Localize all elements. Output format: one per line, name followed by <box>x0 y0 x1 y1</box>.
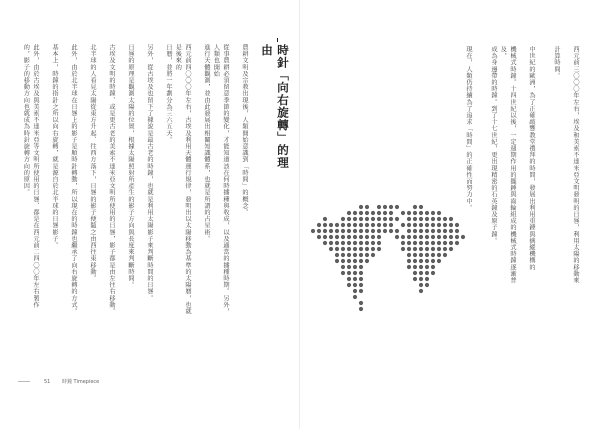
map-dot <box>425 259 429 263</box>
map-dot <box>353 247 357 251</box>
map-dot <box>359 271 363 275</box>
body-column: 日晷的原理是觀測太陽的位置，根據太陽照射所產生的影子方向與長度來判斷時間。 <box>127 44 134 289</box>
map-dot <box>425 265 429 269</box>
map-dot <box>455 229 459 233</box>
map-dot <box>419 283 423 287</box>
map-dot <box>377 223 381 227</box>
map-dot <box>347 259 351 263</box>
map-dot <box>419 229 423 233</box>
map-dot <box>347 253 351 257</box>
map-dot <box>335 247 339 251</box>
map-dot <box>359 283 363 287</box>
map-dot <box>341 241 345 245</box>
map-dot <box>425 283 429 287</box>
map-dot <box>341 271 345 275</box>
map-dot <box>425 211 429 215</box>
map-dot <box>323 217 327 221</box>
map-dot <box>419 241 423 245</box>
map-dot <box>425 253 429 257</box>
map-dot <box>359 217 363 221</box>
map-dot <box>437 259 441 263</box>
body-column: 基本上，時鐘的指針之所以向右旋轉，就是源自於北半球的日晷影子。 <box>51 44 58 249</box>
map-dot <box>419 277 423 281</box>
map-dot <box>353 289 357 293</box>
map-dot <box>437 247 441 251</box>
dotted-world-map-illustration <box>310 204 470 344</box>
heading-rule <box>277 38 278 42</box>
map-dot <box>347 229 351 233</box>
map-dot <box>371 235 375 239</box>
map-dot <box>407 235 411 239</box>
body-column: 農耕文明及宗教出現後，人類開始意識到「時間」的概念。 <box>241 44 248 216</box>
map-dot <box>341 217 345 221</box>
map-dot <box>437 229 441 233</box>
map-dot <box>383 205 387 209</box>
map-dot <box>341 229 345 233</box>
map-dot <box>431 229 435 233</box>
map-dot <box>443 235 447 239</box>
map-dot <box>431 235 435 239</box>
map-dot <box>431 271 435 275</box>
body-column: 北半球的人看見太陽從東方升起、往西方落下，日晷的影子便隨之由西往東移動。 <box>89 44 96 282</box>
map-dot <box>419 223 423 227</box>
map-dot <box>437 217 441 221</box>
map-dot <box>347 247 351 251</box>
map-dot <box>413 229 417 233</box>
map-dot <box>341 247 345 251</box>
map-dot <box>419 271 423 275</box>
map-dot <box>449 223 453 227</box>
map-dot <box>431 259 435 263</box>
body-column: 現在，人類仍持續為了追求「時間」的正確性而努力中。 <box>465 46 472 211</box>
map-dot <box>347 265 351 269</box>
map-dot <box>353 223 357 227</box>
map-dot <box>455 223 459 227</box>
map-dot <box>371 247 375 251</box>
body-column: 計算時間。 <box>553 46 560 79</box>
body-column: 此外，由於北半球在日晷上的影子是順時針轉動，所以現在的時鐘也繼承了向右旋轉的方式。 <box>70 44 77 315</box>
map-dot <box>443 217 447 221</box>
map-dot <box>347 217 351 221</box>
map-dot <box>425 247 429 251</box>
section-heading: 時針「向右旋轉」的理由 <box>260 44 290 169</box>
map-dot <box>353 217 357 221</box>
map-dot <box>377 211 381 215</box>
map-dot <box>371 223 375 227</box>
right-page <box>300 0 600 429</box>
map-dot <box>443 247 447 251</box>
map-dot <box>413 265 417 269</box>
map-dot <box>383 211 387 215</box>
map-dot <box>359 235 363 239</box>
map-dot <box>419 211 423 215</box>
map-dot <box>359 265 363 269</box>
map-dot <box>365 235 369 239</box>
map-dot <box>311 229 315 233</box>
map-dot <box>419 259 423 263</box>
page-number: 51 <box>44 379 51 385</box>
map-dot <box>359 301 363 305</box>
map-dot <box>389 229 393 233</box>
body-column: 此外，由於古埃及與美索不達米亞等文明所使用的日晷、都是在西元前二四〇〇年左右製作的，影子的移動方向也就成為時針旋轉方向的原因。 <box>22 44 39 308</box>
map-dot <box>365 229 369 233</box>
map-dot <box>359 277 363 281</box>
map-dot <box>449 247 453 251</box>
map-dot <box>371 229 375 233</box>
map-dot <box>407 253 411 257</box>
map-dot <box>407 223 411 227</box>
map-dot <box>359 247 363 251</box>
body-column: 機械式時鐘。十四世紀以後，一定週期作用的擺錘與齒輪組成的機械式時鐘逐漸普及， <box>499 46 516 284</box>
map-dot <box>347 211 351 215</box>
map-dot <box>443 223 447 227</box>
map-dot <box>413 235 417 239</box>
map-dot <box>371 211 375 215</box>
map-dot <box>437 223 441 227</box>
map-dot <box>359 223 363 227</box>
body-column: 西元前四〇〇〇年左右，古埃及利用天體運行規律，發明出以太陽移動為基準的太陽曆，也就是後來的 <box>174 44 191 315</box>
map-dot <box>353 211 357 215</box>
body-column: 進行天體觀測，並由此發展出相關知識體系，也就是所謂的占星術。 <box>203 44 210 242</box>
map-dot <box>431 253 435 257</box>
map-dot <box>359 307 363 311</box>
map-dot <box>425 241 429 245</box>
map-dot <box>377 235 381 239</box>
map-dot <box>365 223 369 227</box>
map-dot <box>443 241 447 245</box>
map-dot <box>347 283 351 287</box>
map-dot <box>371 241 375 245</box>
map-dot <box>383 223 387 227</box>
body-column: 日曆，並將一年劃分為三六五天。 <box>165 44 172 143</box>
map-dot <box>353 271 357 275</box>
map-dot <box>413 247 417 251</box>
map-dot <box>353 235 357 239</box>
map-dot <box>365 205 369 209</box>
map-dot <box>347 271 351 275</box>
map-dot <box>413 271 417 275</box>
map-dot <box>443 229 447 233</box>
map-dot <box>431 241 435 245</box>
body-column: 西元前三〇〇〇年左右，埃及和美索不達米亞文明發明的日晷，利用太陽的移動來 <box>572 46 579 284</box>
map-dot <box>419 265 423 269</box>
map-dot <box>329 229 333 233</box>
map-dot <box>347 223 351 227</box>
map-dot <box>401 241 405 245</box>
map-dot <box>329 247 333 251</box>
map-dot <box>407 211 411 215</box>
map-dot <box>431 247 435 251</box>
map-dot <box>317 223 321 227</box>
map-dot <box>383 229 387 233</box>
map-dot <box>317 229 321 233</box>
map-dot <box>431 217 435 221</box>
map-dot <box>335 259 339 263</box>
map-dot <box>407 247 411 251</box>
map-dot <box>353 259 357 263</box>
map-dot <box>335 229 339 233</box>
map-dot <box>437 253 441 257</box>
map-dot <box>341 253 345 257</box>
map-dot <box>449 229 453 233</box>
map-dot <box>437 211 441 215</box>
map-dot <box>335 235 339 239</box>
map-dot <box>359 205 363 209</box>
map-dot <box>353 295 357 299</box>
map-dot <box>353 241 357 245</box>
map-dot <box>407 265 411 269</box>
map-dot <box>449 241 453 245</box>
map-dot <box>449 235 453 239</box>
map-dot <box>389 217 393 221</box>
map-dot <box>383 217 387 221</box>
body-column: 成為身邊帶的時鐘。到了十七世紀，更出現精密的石英鐘及原子鐘。 <box>490 46 497 244</box>
map-dot <box>413 223 417 227</box>
running-title: 時鐘 Timepiece <box>61 379 100 385</box>
map-dot <box>359 241 363 245</box>
map-dot <box>317 235 321 239</box>
map-dot <box>425 271 429 275</box>
map-dot <box>365 259 369 263</box>
map-dot <box>413 277 417 281</box>
map-dot <box>353 265 357 269</box>
map-dot <box>353 229 357 233</box>
map-dot <box>455 241 459 245</box>
map-dot <box>335 253 339 257</box>
map-dot <box>419 217 423 221</box>
map-dot <box>323 229 327 233</box>
map-dot <box>419 253 423 257</box>
map-dot <box>347 277 351 281</box>
map-dot <box>335 241 339 245</box>
map-dot <box>341 259 345 263</box>
map-dot <box>419 205 423 209</box>
map-dot <box>395 229 399 233</box>
map-dot <box>389 211 393 215</box>
map-dot <box>341 235 345 239</box>
map-dot <box>335 223 339 227</box>
map-dot <box>371 217 375 221</box>
map-dot <box>413 241 417 245</box>
map-dot <box>413 253 417 257</box>
map-dot <box>341 223 345 227</box>
map-dot <box>329 241 333 245</box>
map-dot <box>413 205 417 209</box>
map-dot <box>425 223 429 227</box>
body-column: 中世紀的歐洲，為了正確敲響教堂禮拜的時間，發展出利用重錘與擒縱機構的 <box>528 46 535 271</box>
body-column: 古埃及文明的時鐘、或是更古老的美索不達米亞文明所使用的日晷，影子都是由左往右移動。 <box>108 44 115 315</box>
map-dot <box>377 205 381 209</box>
map-dot <box>365 211 369 215</box>
map-dot <box>377 241 381 245</box>
map-dot <box>359 211 363 215</box>
map-dot <box>431 223 435 227</box>
map-dot <box>329 235 333 239</box>
crop-mark <box>18 381 30 382</box>
body-column: 另外，從古埃及也留下了據說是最古老的時鐘，也就是利用太陽影子來判斷時間的日晷。 <box>146 44 153 302</box>
map-dot <box>341 265 345 269</box>
map-dot <box>401 223 405 227</box>
map-dot <box>401 247 405 251</box>
map-dot <box>413 211 417 215</box>
map-dot <box>395 205 399 209</box>
map-dot <box>425 277 429 281</box>
map-dot <box>419 289 423 293</box>
map-dot <box>437 241 441 245</box>
map-dot <box>413 217 417 221</box>
map-dot <box>353 283 357 287</box>
map-dot <box>413 259 417 263</box>
map-dot <box>347 235 351 239</box>
map-dot <box>407 229 411 233</box>
map-dot <box>365 217 369 221</box>
page-footer <box>44 378 99 385</box>
map-dot <box>461 235 465 239</box>
map-dot <box>377 217 381 221</box>
map-dot <box>365 241 369 245</box>
map-dot <box>401 211 405 215</box>
map-dot <box>365 253 369 257</box>
map-dot <box>407 241 411 245</box>
map-dot <box>455 235 459 239</box>
map-dot <box>395 217 399 221</box>
map-dot <box>323 235 327 239</box>
map-dot <box>389 223 393 227</box>
map-dot <box>401 235 405 239</box>
map-dot <box>353 253 357 257</box>
map-dot <box>407 259 411 263</box>
map-dot <box>431 265 435 269</box>
map-dot <box>449 217 453 221</box>
map-dot <box>353 277 357 281</box>
map-dot <box>419 247 423 251</box>
map-dot <box>359 253 363 257</box>
map-dot <box>371 253 375 257</box>
map-dot <box>359 229 363 233</box>
map-dot <box>425 229 429 233</box>
map-dot <box>425 217 429 221</box>
map-dot <box>347 241 351 245</box>
map-dot <box>389 205 393 209</box>
map-dot <box>425 235 429 239</box>
map-dot <box>323 241 327 245</box>
map-dot <box>329 223 333 227</box>
map-dot <box>437 235 441 239</box>
map-dot <box>323 223 327 227</box>
body-column: 從事農耕必須留意季節的變化，才能知道該在何時播種與收成，以及適當的播種時期。另外，人類也開始 <box>212 44 229 315</box>
map-dot <box>443 253 447 257</box>
map-dot <box>365 247 369 251</box>
map-dot <box>395 235 399 239</box>
map-dot <box>377 247 381 251</box>
map-dot <box>431 211 435 215</box>
map-dot <box>419 235 423 239</box>
map-dot <box>359 289 363 293</box>
map-dot <box>407 217 411 221</box>
map-dot <box>377 229 381 233</box>
map-dot <box>359 259 363 263</box>
